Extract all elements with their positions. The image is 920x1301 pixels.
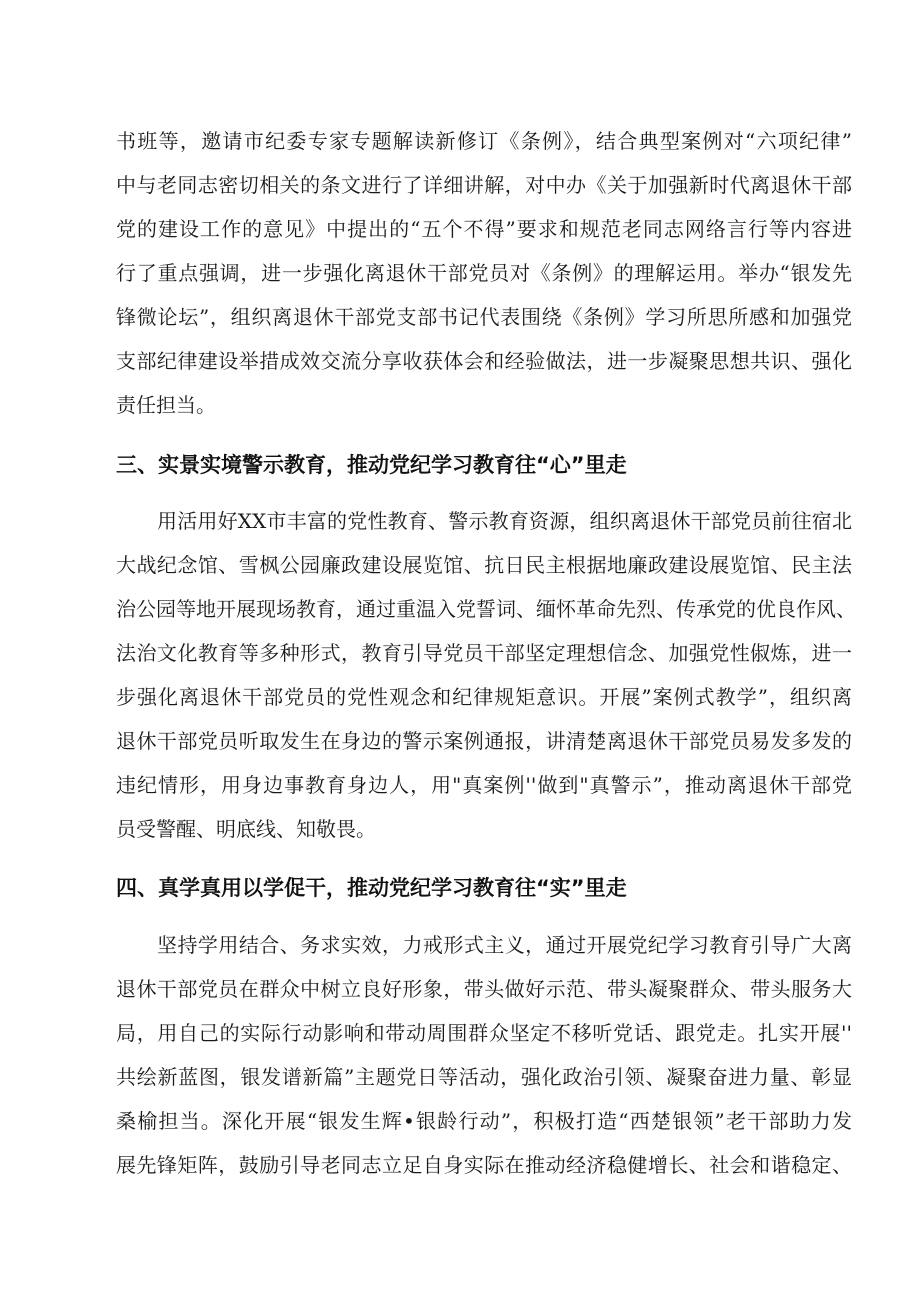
paragraph-line: 责任担当。 [116, 393, 216, 417]
section-3-heading: 三、实景实境警示教育，推动党纪学习教育往“心”里走 [116, 453, 627, 477]
section-4-heading: 四、真学真用以学促干，推动党纪学习教育往“实”里走 [116, 876, 627, 900]
paragraph-line: 大战纪念馆、雪枫公园廉政建设展览馆、抗日民主根据地廉政建设展览馆、民主法 [116, 553, 852, 577]
paragraph-line: 坚持学用结合、务求实效，力戒形式主义，通过开展党纪学习教育引导广大离 [157, 933, 852, 957]
paragraph-line: 党的建设工作的意见》中提出的“五个不得”要求和规范老同志网络言行等内容进 [116, 217, 852, 241]
paragraph-line: 步强化离退休干部党员的党性观念和纪律规矩意识。开展”案例式教学”，组织离 [116, 685, 852, 709]
paragraph-line: 法治文化教育等多种形式，教育引导党员干部坚定理想信念、加强党性俶炼，进一 [116, 641, 852, 665]
paragraph-line: 治公园等地开展现场教育，通过重温入党誓词、缅怀革命先烈、传承党的优良作风、 [116, 597, 856, 621]
paragraph-line: 展先锋矩阵，鼓励引导老同志立足自身实际在推动经济稳健增长、社会和谐稳定、 [116, 1153, 852, 1177]
paragraph-line: 员受警醒、明底线、知敬畏。 [116, 817, 376, 841]
paragraph-line: 锋微论坛”，组织离退休干部党支部书记代表围绕《条例》学习所思所感和加强党 [116, 305, 852, 329]
paragraph-line: 局，用自己的实际行动影响和带动周围群众坚定不移听党话、跟党走。扎实开展'' [116, 1021, 852, 1045]
paragraph-line: 共绘新蓝图，银发谱新篇”主题党日等活动，强化政治引领、凝聚奋进力量、彰显 [116, 1065, 852, 1089]
paragraph-line: 中与老同志密切相关的条文进行了详细讲解，对中办《关于加强新时代离退休干部 [116, 173, 852, 197]
paragraph-line: 支部纪律建设举措成效交流分享收获体会和经验做法，进一步凝聚思想共识、强化 [116, 349, 852, 373]
paragraph-line: 退休干部党员在群众中树立良好形象，带头做好示范、带头凝聚群众、带头服务大 [116, 977, 852, 1001]
paragraph-line: 书班等，邀请市纪委专家专题解读新修订《条例》，结合典型案例对“六项纪律” [116, 129, 852, 153]
paragraph-line: 违纪情形，用身边事教育身边人，用"真案例''做到"真警示”，推动离退休干部党 [116, 773, 852, 797]
paragraph-line: 行了重点强调，进一步强化离退休干部党员对《条例》的理解运用。举办“银发先 [116, 261, 852, 285]
paragraph-line: 桑榆担当。深化开展“银发生辉•银龄行动”，积极打造“西楚银领”老干部助力发 [116, 1109, 852, 1133]
paragraph-line: 退休干部党员听取发生在身边的警示案例通报，讲清楚离退休干部党员易发多发的 [116, 729, 852, 753]
paragraph-line: 用活用好XX市丰富的党性教育、警示教育资源，组织离退休干部党员前往宿北 [157, 509, 852, 533]
